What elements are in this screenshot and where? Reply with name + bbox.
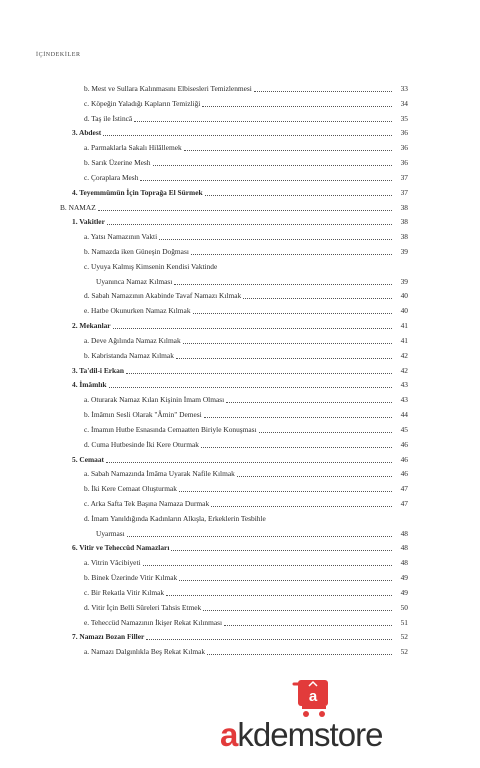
toc-entry-title: c. İmamın Hutbe Esnasında Cemaatten Biriyle Konuşması: [84, 424, 257, 434]
toc-leader-dots: [103, 135, 392, 136]
toc-entry-title: e. Teheccüd Namazının İkişer Rekat Kılınması: [84, 617, 223, 627]
toc-entry-title: 5. Cemaat: [72, 454, 105, 464]
toc-entry-title: d. Cuma Hutbesinde İki Kere Oturmak: [84, 439, 199, 449]
toc-entry: [84, 616, 408, 628]
toc-page-number: 48: [400, 558, 408, 568]
toc-entry: [84, 82, 408, 94]
shopping-cart-icon: [292, 676, 336, 720]
toc-entry: [84, 408, 408, 420]
toc-entry: [84, 304, 408, 316]
toc-leader-dots: [176, 358, 392, 359]
toc-page-number: 47: [400, 484, 408, 494]
toc-entry: [84, 230, 408, 242]
toc-leader-dots: [174, 284, 392, 285]
logo-suffix: kdemstore: [237, 716, 383, 753]
toc-entry: [72, 215, 408, 227]
toc-page-number: 52: [400, 632, 408, 642]
toc-page-number: 34: [400, 98, 408, 108]
logo-wordmark: [220, 716, 382, 754]
toc-entry: [84, 601, 408, 613]
toc-page-number: 37: [400, 172, 408, 182]
toc-entry-title: 4. Teyemmümün İçin Toprağa El Sürmek: [72, 187, 203, 197]
toc-leader-dots: [193, 313, 392, 314]
toc-entry: [84, 141, 408, 153]
toc-page-number: 38: [400, 217, 408, 227]
toc-leader-dots: [107, 224, 392, 225]
toc-entry: [84, 423, 408, 435]
toc-leader-dots: [146, 639, 392, 640]
toc-leader-dots: [109, 387, 393, 388]
toc-page-number: 36: [400, 158, 408, 168]
toc-page-number: 39: [400, 276, 408, 286]
toc-page-number: 45: [400, 424, 408, 434]
toc-entry: [72, 126, 408, 138]
toc-entry-title: B. NAMAZ: [60, 202, 96, 212]
toc-page-number: 49: [400, 587, 408, 597]
toc-entry-title: b. Mest ve Sullara Kalınmasını Elbisesleri Temizlenmesi: [84, 84, 252, 93]
toc-page-number: 38: [400, 202, 408, 212]
toc-entry: [96, 275, 408, 287]
toc-entry: [84, 393, 408, 405]
toc-leader-dots: [179, 580, 392, 581]
toc-page-number: 46: [400, 439, 408, 449]
toc-page-number: 43: [400, 395, 408, 405]
toc-entry: [84, 289, 408, 301]
toc-page-number: 35: [400, 113, 408, 123]
toc-entry-title: c. Uyuya Kalmış Kimsenin Kendisi Vaktinde: [84, 261, 218, 271]
toc-entry: [84, 334, 408, 346]
toc-entry-title: a. Sabah Namazında İmâma Uyarak Nafile Kılmak: [84, 469, 235, 479]
toc-entry: [72, 541, 408, 553]
toc-entry-title: a. Deve Ağılında Namaz Kılmak: [84, 335, 181, 345]
toc-page-number: 49: [400, 573, 408, 583]
toc-entry-title: e. Hatbe Okunurken Namaz Kılmak: [84, 306, 191, 316]
logo-prefix: a: [220, 716, 238, 753]
toc-entry-title: 7. Namazı Bozan Filler: [72, 632, 145, 642]
cart-letter: a: [308, 688, 318, 705]
toc-leader-dots: [140, 180, 392, 181]
toc-entry: [60, 201, 408, 213]
toc-leader-dots: [203, 610, 392, 611]
toc-leader-dots: [205, 195, 392, 196]
toc-entry: [72, 378, 408, 390]
toc-leader-dots: [126, 373, 392, 374]
toc-entry: [84, 556, 408, 568]
toc-entry-title: a. Oturarak Namaz Kılan Kişinin İmam Olması: [84, 395, 225, 405]
toc-page-number: 37: [400, 187, 408, 197]
toc-leader-dots: [171, 550, 392, 551]
toc-entry: [84, 512, 408, 524]
toc-entry-title: 2. Mekanlar: [72, 321, 111, 331]
toc-entry-title: b. Kabristanda Namaz Kılmak: [84, 350, 174, 360]
toc-entry-title: 6. Vitir ve Teheccüd Namazları: [72, 543, 170, 553]
toc-entry: [84, 438, 408, 450]
toc-entry: [72, 319, 408, 331]
toc-entry: [84, 571, 408, 583]
toc-entry: [84, 645, 408, 657]
toc-leader-dots: [226, 402, 392, 403]
toc-entry-title: Uyarması: [96, 528, 125, 538]
toc-leader-dots: [224, 625, 392, 626]
toc-leader-dots: [153, 165, 393, 166]
toc-page-number: 52: [400, 647, 408, 657]
akdemstore-logo: [220, 676, 420, 756]
toc-entry-title: d. Sabah Namazının Akabinde Tavaf Namazı Kılmak: [84, 291, 242, 301]
toc-leader-dots: [134, 121, 392, 122]
toc-leader-dots: [191, 254, 392, 255]
toc-entry: [84, 497, 408, 509]
toc-leader-dots: [106, 462, 392, 463]
toc-leader-dots: [179, 491, 392, 492]
toc-page-number: 36: [400, 143, 408, 153]
toc-page-number: 42: [400, 350, 408, 360]
toc-entry: [84, 245, 408, 257]
toc-leader-dots: [127, 536, 392, 537]
toc-leader-dots: [184, 150, 392, 151]
toc-page-number: 42: [400, 365, 408, 375]
toc-entry: [72, 630, 408, 642]
toc-entry-title: b. Sarık Üzerine Mesh: [84, 158, 151, 168]
toc-entry-title: c. Bir Rekatla Vitir Kılmak: [84, 587, 165, 597]
toc-entry-title: d. İmam Yanıldığında Kadınların Alkışla, Erkeklerin Tesbihle: [84, 513, 266, 523]
toc-entry-title: a. Namazı Dalgınlıkla Beş Rekat Kılmak: [84, 647, 206, 657]
toc-leader-dots: [259, 432, 392, 433]
toc-leader-dots: [113, 328, 392, 329]
toc-page-number: 39: [400, 247, 408, 257]
toc-page-number: 43: [400, 380, 408, 390]
toc-entry: [84, 586, 408, 598]
toc-entry-title: d. Taş ile İstincâ: [84, 113, 133, 123]
toc-page-number: 33: [400, 84, 408, 93]
toc-entry: [96, 527, 408, 539]
toc-leader-dots: [202, 106, 392, 107]
toc-leader-dots: [204, 417, 392, 418]
toc-page-number: 36: [400, 128, 408, 138]
toc-page-number: 48: [400, 528, 408, 538]
toc-entry-title: b. Binek Üzerinde Vitir Kılmak: [84, 573, 178, 583]
toc-page-number: 38: [400, 232, 408, 242]
toc-leader-dots: [237, 476, 392, 477]
toc-entry-title: 1. Vakitler: [72, 217, 105, 227]
toc-entry: [84, 156, 408, 168]
toc-page-number: 41: [400, 335, 408, 345]
toc-entry-title: 3. Ta'dil-i Erkan: [72, 365, 124, 375]
toc-entry-title: b. İki Kere Cemaat Oluşturmak: [84, 484, 177, 494]
toc-entry: [84, 97, 408, 109]
toc-leader-dots: [143, 565, 392, 566]
toc-entry: [72, 186, 408, 198]
toc-leader-dots: [207, 654, 392, 655]
toc-entry: [84, 467, 408, 479]
toc-page-number: 46: [400, 454, 408, 464]
toc-page-number: 50: [400, 602, 408, 612]
toc-page-number: 48: [400, 543, 408, 553]
toc-leader-dots: [183, 343, 392, 344]
toc-entry-title: Uyanınca Namaz Kılması: [96, 276, 173, 286]
toc-page-number: 51: [400, 617, 408, 627]
toc-entry-title: 4. İmâmlık: [72, 380, 107, 390]
toc-entry-title: c. Arka Safta Tek Başına Namaza Durmak: [84, 498, 210, 508]
toc-page-number: 40: [400, 291, 408, 301]
toc-entry-title: c. Köpeğin Yaladığı Kapların Temizliği: [84, 98, 201, 108]
toc-entry: [84, 112, 408, 124]
toc-page-number: 41: [400, 321, 408, 331]
toc-entry: [72, 453, 408, 465]
toc-page-number: 46: [400, 469, 408, 479]
toc-page-number: 44: [400, 410, 408, 420]
toc-entry-title: a. Vitrin Vâcibiyeti: [84, 558, 141, 568]
toc-entry-title: c. Çoraplara Mesh: [84, 172, 139, 182]
toc-page-number: 47: [400, 498, 408, 508]
toc-entry-title: 3. Abdest: [72, 128, 102, 138]
toc-entry-title: b. Namazda iken Güneşin Doğması: [84, 247, 189, 257]
toc-entry-title: a. Yatsı Namazının Vakti: [84, 232, 158, 242]
running-header: İÇİNDEKİLER: [36, 52, 81, 58]
toc-leader-dots: [254, 91, 392, 92]
toc-leader-dots: [159, 239, 392, 240]
toc-entry: [84, 349, 408, 361]
toc-entry: [84, 482, 408, 494]
toc-leader-dots: [211, 506, 392, 507]
toc-leader-dots: [243, 298, 392, 299]
toc-page-number: 40: [400, 306, 408, 316]
toc-entry: [84, 171, 408, 183]
toc-entry: [84, 260, 408, 272]
toc-leader-dots: [98, 210, 392, 211]
toc-entry: [72, 364, 408, 376]
toc-entry-title: a. Parmaklarla Sakalı Hilâllemek: [84, 143, 182, 153]
toc-leader-dots: [166, 595, 392, 596]
toc-entry-title: b. İmâmın Sesli Olarak "Âmin" Demesi: [84, 410, 202, 420]
toc-entry-title: d. Vitir İçin Belli Sûreleri Tahsis Etmek: [84, 602, 202, 612]
toc-leader-dots: [201, 447, 392, 448]
